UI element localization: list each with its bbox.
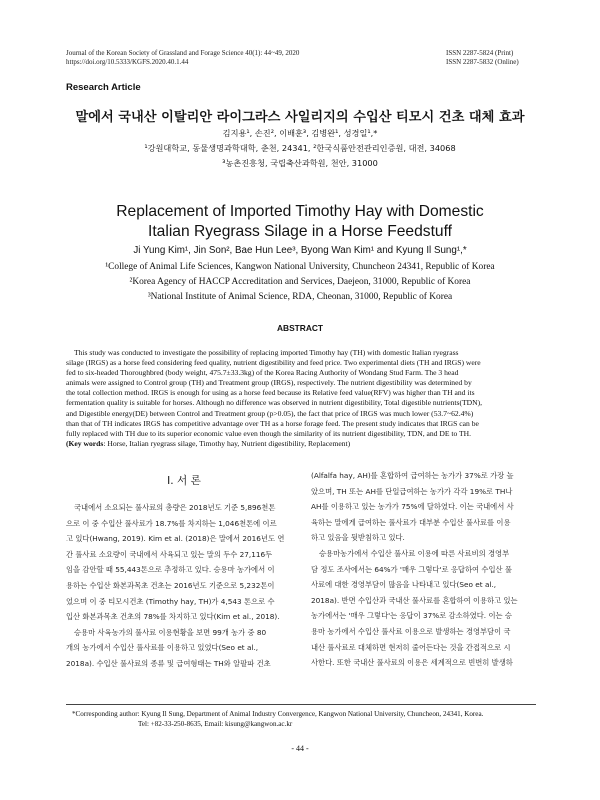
body-line: 입산 화본과목초 건초의 78%를 차지하고 있다(Kim et al., 2018). [66, 612, 280, 622]
abstract-line: than that of TH indicates IRGS has competitive advantage over TH as a horse forage feed. The present study indicates that IRGS can be [66, 418, 479, 428]
issn-online: ISSN 2287-5832 (Online) [446, 58, 519, 66]
abstract-body [66, 348, 536, 449]
issn-print: ISSN 2287-5824 (Print) [446, 49, 514, 57]
abstract-line: animals were assigned to Control group (TH) and Treatment group (IRGS), respectively. The nutrient digestibility was determined by [66, 378, 472, 388]
keywords [66, 439, 536, 449]
english-affiliation-3: ³National Institute of Animal Science, RDA, Cheonan, 31000, Republic of Korea [147, 292, 453, 302]
abstract-line: This study was conducted to investigate the possibility of replacing imported Timothy hay (TH) with domestic Italian ryegrass [74, 348, 459, 357]
english-affiliation-2: ²Korea Agency of HACCP Accreditation and Services, Daejeon, 31000, Republic of Korea [129, 277, 471, 287]
body-line: 사한다. 또한 국내산 풀사료의 이용은 세계적으로 빈번히 발생하 [311, 658, 513, 668]
english-affiliation-1: ¹College of Animal Life Sciences, Kangwon National University, Chuncheon 24341, Republic of Korea [105, 262, 495, 272]
body-line: 용마 농가에서 수입산 풀사료 이용으로 발생하는 경영부담이 국 [311, 626, 511, 636]
body-line: 육하는 말에게 급여하는 풀사료가 대부분 수입산 풀사료를 이용 [311, 517, 511, 527]
doi-link[interactable]: https://doi.org/10.5333/KGFS.2020.40.1.44 [66, 58, 189, 66]
korean-title: 말에서 국내산 이탈리안 라이그라스 사일리지의 수입산 티모시 건초 대체 효과 [75, 110, 525, 125]
body-line: 임을 감안할 때 55,443톤으로 추정하고 있다. 승용마 농가에서 이 [66, 565, 275, 575]
english-title-line-1: Replacement of Imported Timothy Hay with Domestic [116, 203, 484, 220]
body-line: 승용마 사육농가의 풀사료 이용현황을 보면 99개 농가 중 80 [74, 627, 267, 637]
english-authors: Ji Yung Kim¹, Jin Son², Bae Hun Lee³, Byong Wan Kim¹ and Kyung Il Sung¹,* [133, 245, 467, 256]
abstract-line: silage (IRGS) as a horse feed considering feed quality, nutrient digestibility and feed price. Two experimental diets (TH and IRGS) were [66, 358, 481, 368]
section-heading: Ⅰ. 서 론 [167, 475, 201, 487]
body-line: 하고 있음을 뒷받침하고 있다. [311, 533, 405, 543]
korean-authors: 김지용¹, 손진², 이배훈³, 김병완¹, 성경일¹,* [222, 128, 378, 138]
english-title-line-2: Italian Ryegrass Silage in a Horse Feedstuff [148, 223, 452, 240]
body-line: 승용마농가에서 수입산 풀사료 이용에 따른 사료비의 경영부 [319, 548, 510, 558]
body-line: 용하는 수입산 화본과목초 건초는 2016년도 기준으로 5,232톤이 [66, 580, 275, 590]
corresponding-author-contact: Tel: +82-33-250-8635, Email: kisung@kangwon.ac.kr [138, 720, 293, 728]
journal-citation: Journal of the Korean Society of Grassland and Forage Science 40(1): 44~49, 2020 [66, 49, 300, 57]
body-line: 담 정도 조사에서는 64%가 '매우 그렇다'로 응답하여 수입산 풀 [311, 564, 512, 574]
body-line: 농가에서는 '매우 그렇다'는 응답이 37%로 감소하였다. 이는 승 [311, 611, 512, 621]
keywords-label: (Key words [66, 438, 104, 448]
body-line: 간 풀사료 소요량이 국내에서 사육되고 있는 말의 두수 27,116두 [66, 549, 273, 559]
body-line: 었으며 이 중 티모시건초 (Timothy hay, TH)가 4,543 톤으로 수 [66, 596, 275, 606]
korean-affiliation-1: ¹강원대학교, 동물생명과학대학, 춘천, 24341, ²한국식품안전관리인증원, 대전, 34068 [144, 143, 456, 153]
body-line: 개의 농가에서 수입산 풀사료를 이용하고 있었다(Seo et al., [66, 643, 259, 653]
body-line: 고 있다(Hwang, 2019). Kim et al. (2018)은 말에서 2016년도 연 [66, 534, 285, 544]
page-number: - 44 - [291, 744, 309, 753]
body-line: 2018a). 반면 수입산과 국내산 풀사료를 혼합하여 이용하고 있는 [311, 595, 518, 605]
footnote-rule [66, 704, 536, 705]
abstract-line: fed to six-headed Thoroughbred (body weight, 475.7±33.3kg) of the Korea Racing Authority of Wondang Stud Farm. The 3 head [66, 368, 459, 378]
keywords-text: : Horse, Italian ryegrass silage, Timothy hay, Nutrient digestibility, Replacement) [103, 438, 351, 448]
abstract-heading: ABSTRACT [276, 323, 324, 333]
body-line: 으로 이 중 수입산 풀사료가 18.7%를 차지하는 1,046천톤에 이르 [66, 518, 277, 528]
body-line: 았으며, TH 또는 AH를 단일급여하는 농가가 각각 19%로 TH나 [311, 486, 513, 496]
body-line: AH를 이용하고 있는 농가가 75%에 달하였다. 이는 국내에서 사 [311, 502, 514, 512]
abstract-line: fully replaced with TH due to its superior economic value even though the similarity of its nutrient digestibility, TDN, and DE to TH. [66, 428, 472, 438]
body-line: 내산 풀사료로 대체하면 현저히 줄어든다는 것을 간접적으로 시 [311, 642, 511, 652]
right-column [311, 468, 536, 671]
abstract-line: and Digestible energy(DE) between Control and Treatment group (p>0.05), the fact that price of IRGS was much lower (53.7~62.4%) [66, 408, 474, 418]
body-line: 2018a). 수입산 풀사료의 종류 및 급여형태는 TH와 알팔파 건초 [66, 658, 271, 668]
body-line: 사료에 대한 경영부담이 많음을 나타내고 있다(Seo et al., [311, 580, 497, 590]
left-column [66, 500, 302, 672]
korean-affiliation-2: ³농촌진흥청, 국립축산과학원, 천안, 31000 [222, 158, 378, 168]
article-type: Research Article [66, 82, 141, 93]
body-line: 국내에서 소요되는 풀사료의 총량은 2018년도 기준 5,896천톤 [74, 503, 276, 512]
corresponding-author-note: *Corresponding author: Kyung Il Sung, Department of Animal Industry Convergence, Kangwon National University, Chuncheon, 24341, Korea. [72, 710, 484, 718]
abstract-line: the total collection method. IRGS is enough for using as a horse feed because its Relative feed value(RFV) was higher than TH and its [66, 388, 475, 398]
body-line: (Alfalfa hay, AH)를 혼합하여 급여하는 농가가 37%로 가장 높 [311, 471, 514, 480]
abstract-line: fermentation quality is suitable for horses. Although no difference was observed in nutrient digestibility, Total digestible nutrients(TDN), [66, 398, 483, 408]
